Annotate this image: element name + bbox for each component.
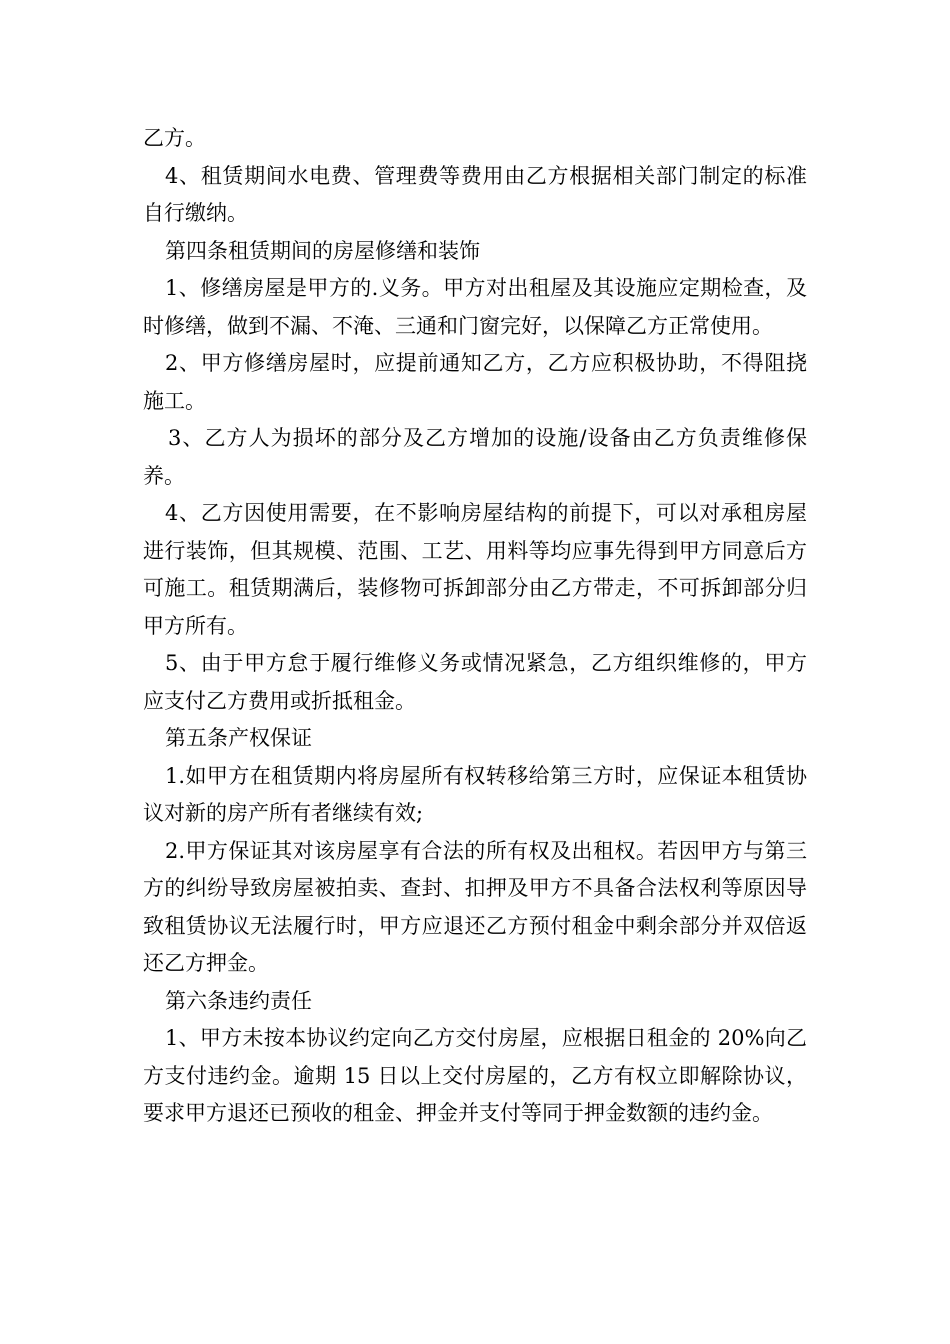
paragraph-continuation: 乙方。	[143, 126, 206, 150]
paragraph-decoration: 4、乙方因使用需要，在不影响房屋结构的前提下，可以对承租房屋进行装饰，但其规模、范围、工艺、用料等均应事先得到甲方同意后方可施工。租赁期满后，装修物可拆卸部分由乙方带走，不可拆卸部分归甲方所有。	[143, 501, 807, 638]
paragraph-ownership-guarantee: 2.甲方保证其对该房屋享有合法的所有权及出租权。若因甲方与第三方的纠纷导致房屋被拍卖、查封、扣押及甲方不具备合法权利等原因导致租赁协议无法履行时，甲方应退还乙方预付租金中剩余部分并双倍返还乙方押金。	[143, 838, 807, 975]
paragraph-repair-notice: 2、甲方修缮房屋时，应提前通知乙方，乙方应积极协助，不得阻挠施工。	[143, 351, 807, 413]
article-4-heading: 第四条租赁期间的房屋修缮和装饰	[165, 238, 480, 263]
paragraph-ownership-transfer: 1.如甲方在租赁期内将房屋所有权转移给第三方时，应保证本租赁协议对新的房产所有者继续有效;	[143, 763, 807, 825]
paragraph-repair-obligation: 1、修缮房屋是甲方的.义务。甲方对出租屋及其设施应定期检查，及时修缮，做到不漏、不淹、三通和门窗完好，以保障乙方正常使用。	[143, 276, 807, 338]
paragraph-emergency-repair: 5、由于甲方怠于履行维修义务或情况紧急，乙方组织维修的，甲方应支付乙方费用或折抵租金。	[143, 651, 807, 713]
paragraph-breach-delivery: 1、甲方未按本协议约定向乙方交付房屋，应根据日租金的 20%向乙方支付违约金。逾期 15 日以上交付房屋的，乙方有权立即解除协议，要求甲方退还已预收的租金、押金并支付等同于押金数额的违约金。	[143, 1026, 807, 1125]
paragraph-utility-fees: 4、租赁期间水电费、管理费等费用由乙方根据相关部门制定的标准自行缴纳。	[143, 163, 807, 225]
article-5-heading: 第五条产权保证	[165, 726, 312, 750]
article-6-heading: 第六条违约责任	[165, 988, 312, 1013]
paragraph-tenant-damage: 3、乙方人为损坏的部分及乙方增加的设施/设备由乙方负责维修保养。	[143, 426, 807, 488]
document-body	[143, 120, 807, 1133]
